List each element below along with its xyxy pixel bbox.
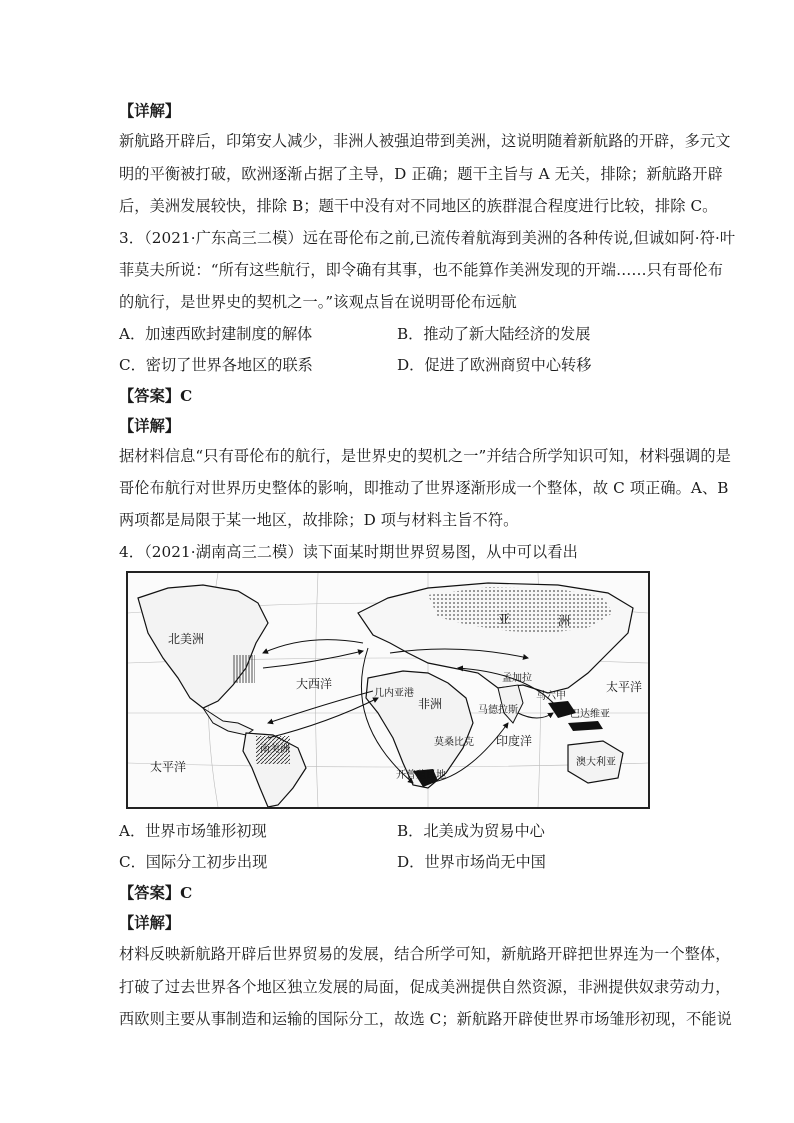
- label-africa: 非洲: [418, 697, 443, 711]
- label-australia: 澳大利亚: [576, 757, 616, 768]
- north-america-colonies-hatch: [233, 655, 255, 683]
- label-atlantic: 大西洋: [296, 677, 333, 691]
- label-pacific-right: 太平洋: [606, 680, 643, 694]
- label-madras: 马德拉斯: [478, 705, 518, 716]
- world-trade-map-svg: [128, 573, 648, 807]
- q4-detail-line-2: 打破了过去世界各个地区独立发展的局面，促成美洲提供自然资源，非洲提供奴隶劳动力，: [119, 978, 731, 996]
- q3-stem-line-2: 菲莫夫所说：“所有这些航行，即令确有其事，也不能算作美洲发现的开端……只有哥伦布: [119, 261, 724, 279]
- q3-detail-heading: 【详解】: [119, 417, 181, 435]
- q4-detail-line-3: 西欧则主要从事制造和运输的国际分工，故选 C；新航路开辟使世界市场雏形初现，不能说: [119, 1010, 732, 1028]
- q2-detail-line-1: 新航路开辟后，印第安人减少，非洲人被强迫带到美洲，这说明随着新航路的开辟，多元文: [119, 132, 731, 150]
- central-america-landmass: [203, 708, 253, 735]
- q3-detail-line-3: 两项都是局限于某一地区，故排除；D 项与材料主旨不符。: [119, 511, 519, 529]
- q4-answer: 【答案】C: [119, 884, 193, 902]
- q3-option-a: A．加速西欧封建制度的解体: [119, 325, 313, 343]
- label-asia-2: 洲: [558, 614, 571, 628]
- label-asia-1: 亚: [498, 612, 511, 626]
- label-mozambique: 莫桑比克: [434, 737, 474, 748]
- label-cape: 开普殖民地: [396, 770, 446, 781]
- q4-detail-line-1: 材料反映新航路开辟后世界贸易的发展，结合所学可知，新航路开辟把世界连为一个整体，: [119, 945, 731, 963]
- label-bengal: 孟加拉: [502, 673, 532, 684]
- east-indies-mark-2: [568, 721, 603, 731]
- q2-detail-line-2: 明的平衡被打破，欧洲逐渐占据了主导，D 正确；题干主旨与 A 无关，排除；新航路开辟: [119, 165, 723, 183]
- q4-detail-heading: 【详解】: [119, 914, 181, 932]
- q4-option-b: B．北美成为贸易中心: [397, 822, 545, 840]
- label-guinea: 几内亚港: [374, 688, 414, 699]
- q3-option-c: C．密切了世界各地区的联系: [119, 356, 313, 374]
- q4-stem: 4．（2021·湖南高三二模）读下面某时期世界贸易图，从中可以看出: [119, 543, 578, 561]
- label-south-america: 南美洲: [260, 744, 290, 755]
- label-pacific-left: 太平洋: [150, 760, 187, 774]
- q3-option-b: B．推动了新大陆经济的发展: [397, 325, 591, 343]
- label-north-america: 北美洲: [168, 632, 205, 646]
- q4-option-a: A．世界市场雏形初现: [119, 822, 267, 840]
- label-malacca: 马六甲: [536, 691, 566, 702]
- world-trade-map: [126, 571, 650, 809]
- q3-answer: 【答案】C: [119, 387, 193, 405]
- q4-option-d: D．世界市场尚无中国: [397, 853, 546, 871]
- q2-detail-heading: 【详解】: [119, 102, 181, 120]
- q3-detail-line-1: 据材料信息“只有哥伦布的航行，是世界史的契机之一”并结合所学知识可知，材料强调的是: [119, 447, 731, 465]
- q3-stem-line-3: 的航行，是世界史的契机之一。”该观点旨在说明哥伦布远航: [119, 293, 517, 311]
- q4-option-c: C．国际分工初步出现: [119, 853, 268, 871]
- label-indian-ocean: 印度洋: [496, 734, 533, 748]
- q3-detail-line-2: 哥伦布航行对世界历史整体的影响，即推动了世界逐渐形成一个整体，故 C 项正确。A、B: [119, 479, 729, 497]
- q3-stem-line-1: 3．（2021·广东高三二模）远在哥伦布之前,已流传着航海到美洲的各种传说,但诚如阿·符·叶: [119, 229, 736, 247]
- q3-option-d: D．促进了欧洲商贸中心转移: [397, 356, 592, 374]
- q2-detail-line-3: 后，美洲发展较快，排除 B；题干中没有对不同地区的族群混合程度进行比较，排除 C。: [119, 197, 718, 215]
- label-batavia: 巴达维亚: [570, 709, 610, 720]
- north-america-landmass: [138, 585, 268, 708]
- india-landmass: [498, 685, 523, 723]
